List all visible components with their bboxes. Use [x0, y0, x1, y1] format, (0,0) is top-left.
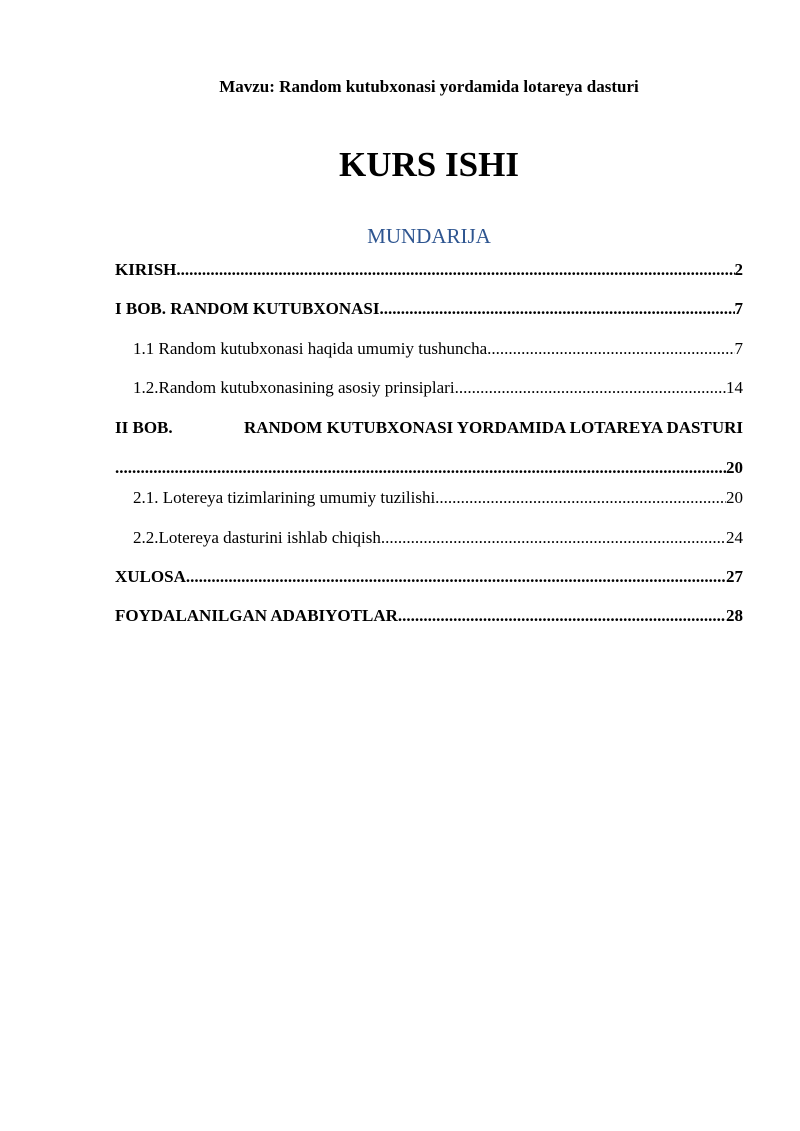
dot-leader [186, 565, 726, 589]
dot-leader [115, 456, 726, 480]
dot-leader [398, 604, 726, 628]
toc-entry-page: 20 [726, 458, 743, 477]
toc-entry-page: 14 [726, 378, 743, 397]
toc-entry-line [115, 456, 743, 480]
toc-entry-bob1[interactable] [115, 297, 743, 321]
toc-entry-bob2-2[interactable] [133, 526, 743, 550]
toc-entry-kirish[interactable] [115, 258, 743, 282]
toc-entry-title: 2.2.Lotereya dasturini ishlab chiqish [133, 528, 381, 547]
topic-line: Mavzu: Random kutubxonasi yordamida lotareya dasturi [219, 77, 639, 96]
toc-entry-page: 7 [734, 299, 743, 318]
dot-leader [487, 337, 734, 361]
toc-entry-bob1-2[interactable] [133, 376, 743, 400]
toc-entry-title: 1.1 Random kutubxonasi haqida umumiy tushuncha [133, 339, 488, 358]
toc-entry-bob2[interactable] [115, 416, 743, 480]
toc-entry-page: 28 [726, 606, 743, 625]
dot-leader [381, 526, 726, 550]
dot-leader [455, 376, 726, 400]
toc-entry-page: 2 [734, 260, 743, 279]
toc-entry-title: FOYDALANILGAN ADABIYOTLAR [115, 606, 398, 625]
toc-entry-page: 24 [726, 528, 743, 547]
dot-leader [379, 297, 734, 321]
toc-heading: MUNDARIJA [367, 224, 491, 248]
dot-leader [435, 486, 726, 510]
toc-entry-page: 7 [734, 339, 743, 358]
toc-entry-title: 1.2.Random kutubxonasining asosiy prinsiplari [133, 378, 455, 397]
toc-entry-prefix: II BOB. [115, 418, 173, 437]
page-title: KURS ISHI [339, 145, 519, 184]
toc-entry-title: XULOSA [115, 567, 186, 586]
toc-entry-title: I BOB. RANDOM KUTUBXONASI [115, 299, 380, 318]
dot-leader [176, 258, 734, 282]
toc-entry-adabiyotlar[interactable] [115, 604, 743, 628]
toc-entry-title: 2.1. Lotereya tizimlarining umumiy tuzilishi [133, 488, 436, 507]
toc-entry-title: RANDOM KUTUBXONASI YORDAMIDA LOTAREYA DASTURI [243, 418, 743, 437]
toc-entry-line [115, 416, 743, 440]
toc-entry-page: 27 [726, 567, 743, 586]
toc-entry-xulosa[interactable] [115, 565, 743, 589]
toc-entry-bob2-1[interactable] [133, 486, 743, 510]
toc-entry-page: 20 [726, 488, 743, 507]
toc-entry-title: KIRISH [115, 260, 177, 279]
toc-entry-bob1-1[interactable] [133, 337, 743, 361]
